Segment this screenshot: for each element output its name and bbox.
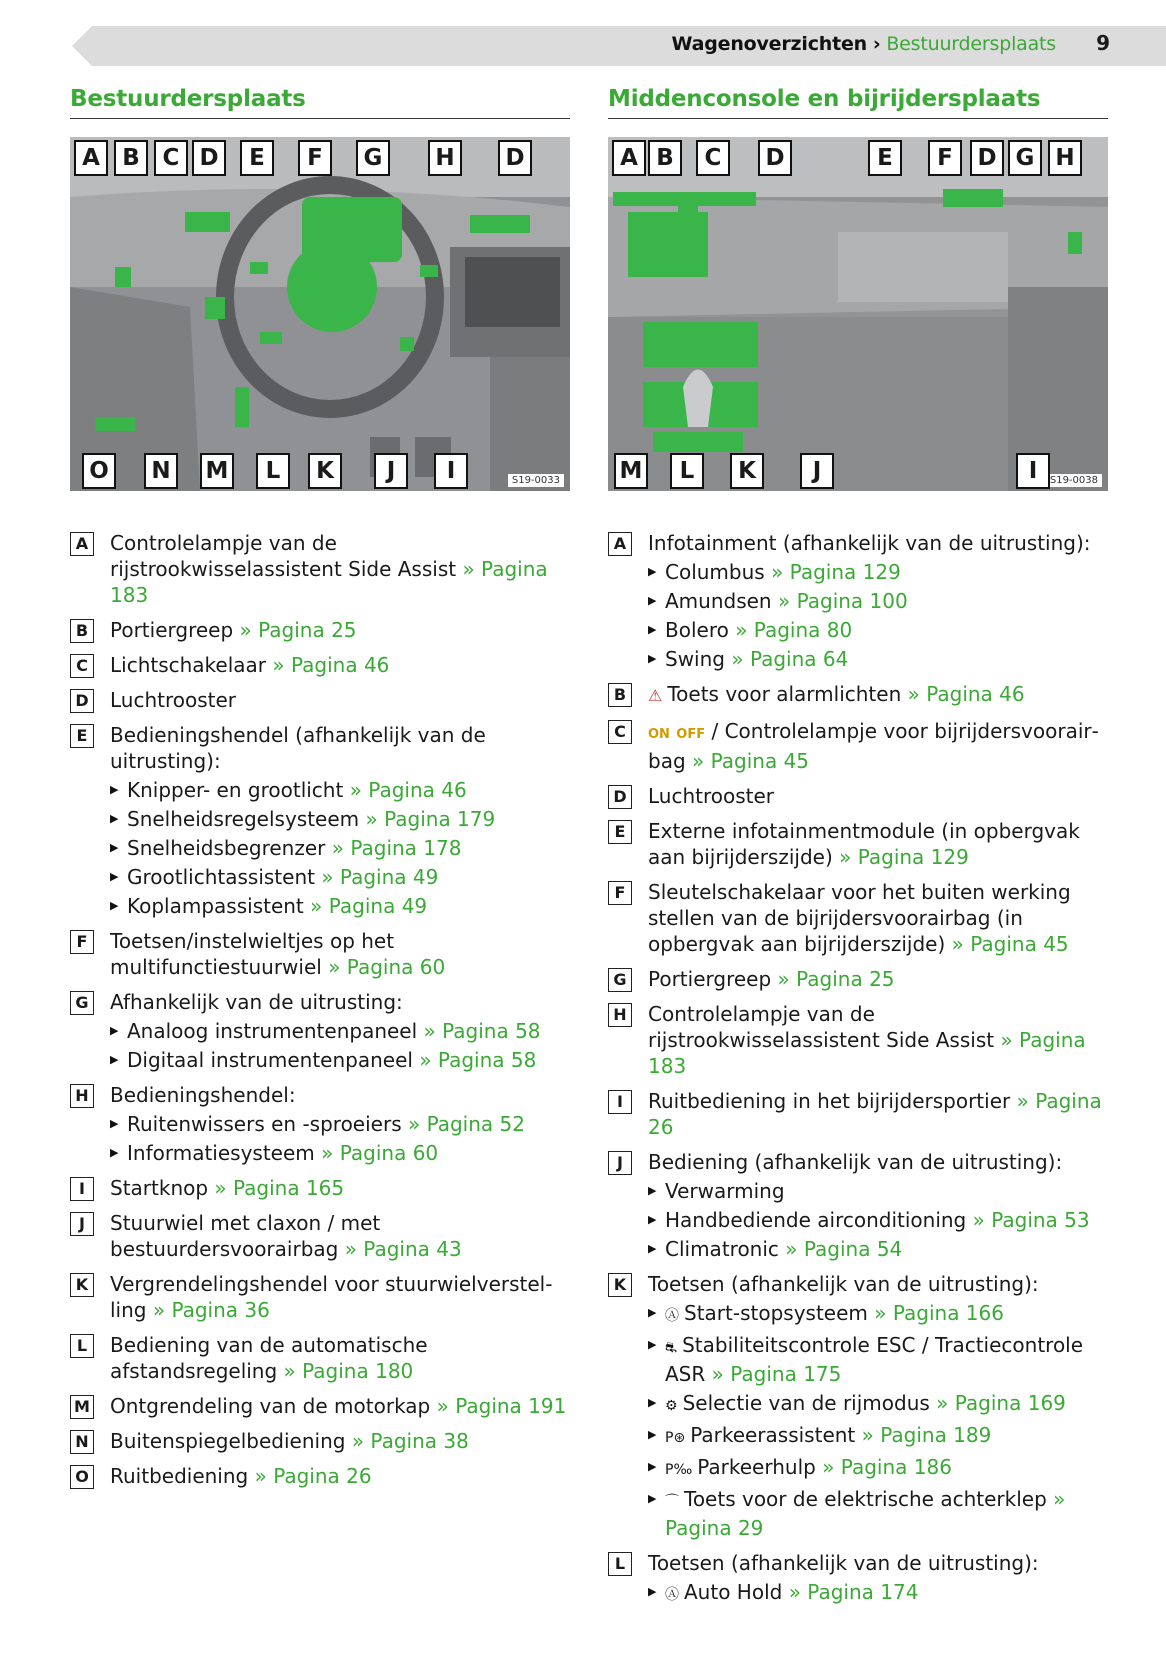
legend-sub-item-label: Ruitenwissers en -sproeiers [127,1112,402,1136]
legend-item [70,1428,570,1454]
legend-letter-badge: L [70,1334,94,1358]
page-reference-link[interactable]: » Pagina 46 [272,653,390,677]
legend-sub-item [648,1579,1108,1608]
legend-letter-badge: O [70,1465,94,1489]
legend-item-text [648,1271,1108,1297]
figure-callout-top: C [154,140,188,176]
legend-sub-item [648,559,1108,585]
legend-item [608,966,1108,992]
page-reference-link[interactable]: » Pagina 166 [874,1301,1004,1325]
legend-letter-badge: G [70,991,94,1015]
feature-icon: ⛐ [665,1340,678,1356]
legend-letter-badge: I [70,1177,94,1201]
legend-item-text [110,1175,570,1201]
figure-callout-top: C [696,140,730,176]
legend-item-label: Bedieningshendel (afhankelijk van de uitrusting): [110,723,486,773]
legend-sub-item [110,1140,570,1166]
legend-sub-item [648,1332,1108,1387]
right-column-title: Middenconsole en bijrijdersplaats [608,86,1108,119]
page-reference-link[interactable]: » Pagina 100 [777,589,908,613]
driver-cockpit-legend [70,530,570,1498]
legend-item-text [110,989,570,1015]
center-console-illustration [608,137,1108,491]
figure-callout-bottom: O [82,453,116,489]
legend-sub-item-label: Bolero [665,618,729,642]
figure-callout-bottom: K [308,453,342,489]
legend-item-label: Vergrendelingshendel voor stuurwielverstelling [110,1272,553,1322]
legend-letter-badge: L [608,1552,632,1576]
breadcrumb [672,33,1056,55]
legend-item [70,1175,570,1201]
page-reference-link[interactable]: » Pagina 49 [310,894,428,918]
figure-callout-top: E [868,140,902,176]
figure-callout-bottom: I [1016,453,1050,489]
legend-item-label: Toetsen (afhankelijk van de uitrusting): [648,1272,1039,1296]
center-console-legend [608,530,1108,1617]
page-reference-link[interactable]: » Pagina 174 [788,1580,919,1604]
legend-item-label: Toetsen/instelwieltjes op het multifunctiestuurwiel [110,929,395,979]
legend-item [70,1271,570,1323]
legend-item [608,879,1108,957]
legend-item-text [110,1082,570,1108]
legend-item-text [648,818,1108,870]
legend-sub-item-label: Grootlichtassistent [127,865,315,889]
figure-callout-top: D [970,140,1004,176]
legend-item-text [110,530,570,608]
legend-sub-item [110,777,570,803]
legend-sub-item-label: Selectie van de rijmodus [682,1391,930,1415]
page-reference-link[interactable]: » Pagina 129 [839,845,969,869]
figure-callout-top: G [1008,140,1042,176]
legend-item-label: Bedieningshendel: [110,1083,296,1107]
legend-sub-item [110,1111,570,1137]
page-number: 9 [1096,31,1110,55]
legend-item-text [110,617,570,643]
figure-code: S19-0038 [1046,474,1102,487]
legend-letter-badge: K [70,1273,94,1297]
legend-sub-item-label: Koplampassistent [127,894,304,918]
figure-callout-top: F [298,140,332,176]
legend-item-text [110,1210,570,1262]
feature-icon: P‰ [665,1462,693,1478]
legend-sub-item [648,1178,1108,1204]
figure-callout-bottom: M [614,453,648,489]
breadcrumb-subsection: Bestuurdersplaats [886,33,1056,55]
legend-item [70,722,570,919]
legend-sub-item [648,588,1108,614]
legend-item [70,687,570,713]
feature-icon: ⌒ [665,1494,679,1510]
page-reference-link[interactable]: » Pagina 45 [692,749,810,773]
legend-letter-badge: N [70,1430,94,1454]
figure-callout-top: F [928,140,962,176]
figure-callout-top: D [192,140,226,176]
legend-item [608,1550,1108,1608]
legend-sub-item-label: Auto Hold [684,1580,783,1604]
legend-sub-item [110,1047,570,1073]
figure-callout-bottom: L [256,453,290,489]
legend-item [70,1210,570,1262]
legend-item-label: Bediening van de automatische afstandsregeling [110,1333,428,1383]
legend-letter-badge: D [70,689,94,713]
figure-callout-bottom: M [200,453,234,489]
legend-sub-item [648,617,1108,643]
legend-item [70,530,570,608]
legend-item-text [648,879,1108,957]
figure-code: S19-0033 [508,474,564,487]
legend-item-text [648,1149,1108,1175]
legend-sub-item-label: Start-stopsysteem [684,1301,868,1325]
legend-letter-badge: C [70,654,94,678]
legend-letter-badge: A [70,532,94,556]
figure-callout-bottom: J [800,453,834,489]
legend-sub-item-label: Snelheidsbegrenzer [127,836,326,860]
legend-sub-item-label: Handbediende airconditioning [665,1208,967,1232]
page-reference-link[interactable]: » Pagina 175 [711,1362,842,1386]
legend-sub-item-label: Snelheidsregelsysteem [127,807,360,831]
driver-cockpit-illustration [70,137,570,491]
page-reference-link[interactable]: » Pagina 25 [777,967,895,991]
page-reference-link[interactable]: » Pagina 38 [351,1429,469,1453]
legend-item-text [648,681,1108,709]
page-reference-link[interactable]: » Pagina 54 [785,1237,903,1261]
legend-item [70,989,570,1073]
legend-sub-item [110,1018,570,1044]
legend-sub-item [110,835,570,861]
page-reference-link[interactable]: » Pagina 26 [648,1089,1102,1139]
legend-item-text [110,1393,570,1419]
legend-item [608,818,1108,870]
legend-item [608,530,1108,672]
figure-callout-top: G [356,140,390,176]
legend-item-label: Luchtrooster [648,784,775,808]
legend-sub-item [648,1486,1108,1541]
feature-icon: Ⓐ [665,1308,679,1324]
legend-letter-badge: H [608,1003,632,1027]
legend-item-label: Sleutelschakelaar voor het buiten werking stellen van de bijrijdersvoorairbag (in opbergvak aan bijrijderszijde) [648,880,1071,956]
figure-callout-top: B [648,140,682,176]
legend-item-text [648,1088,1108,1140]
page-reference-link[interactable]: » Pagina 186 [822,1455,952,1479]
legend-item [608,681,1108,709]
page-reference-link[interactable]: » Pagina 46 [907,682,1025,706]
legend-item [608,1271,1108,1541]
page-reference-link[interactable]: » Pagina 129 [771,560,901,584]
legend-sub-item [648,1300,1108,1329]
legend-letter-badge: J [70,1212,94,1236]
legend-item [70,652,570,678]
legend-item [70,1332,570,1384]
legend-sub-item [110,864,570,890]
legend-item [608,718,1108,774]
legend-letter-badge: I [608,1090,632,1114]
figure-callout-bottom: I [434,453,468,489]
legend-item-label: Luchtrooster [110,688,237,712]
figure-callout-top: H [428,140,462,176]
page-reference-link[interactable]: » Pagina 58 [423,1019,541,1043]
legend-sub-item-label: Parkeerassistent [690,1423,856,1447]
figure-callout-top: D [498,140,532,176]
driver-cockpit-figure [70,137,570,491]
legend-letter-badge: M [70,1395,94,1419]
legend-letter-badge: E [608,820,632,844]
legend-item-label: Controlelampje van de rijstrookwisselassistent Side Assist [110,531,457,581]
legend-sub-item-label: Knipper- en grootlicht [127,778,344,802]
legend-item-label: Externe infotainmentmodule (in opbergvak aan bijrijderszijde) [648,819,1080,869]
legend-item-label: Ruitbediening in het bijrijdersportier [648,1089,1011,1113]
legend-item-label: Stuurwiel met claxon / met bestuurdersvoorairbag [110,1211,381,1261]
legend-item-text [648,1001,1108,1079]
legend-sub-item-label: Parkeerhulp [697,1455,816,1479]
page-reference-link[interactable]: » Pagina 29 [665,1487,1066,1540]
feature-icon: ⚙ [665,1398,678,1414]
legend-letter-badge: J [608,1151,632,1175]
legend-item-label: Lichtschakelaar [110,653,267,677]
legend-sub-item-label: Digitaal instrumentenpaneel [127,1048,413,1072]
legend-item-text [110,652,570,678]
page-reference-link[interactable]: » Pagina 179 [365,807,496,831]
legend-item [608,1088,1108,1140]
figure-callout-bottom: J [374,453,408,489]
legend-letter-badge: H [70,1084,94,1108]
legend-sub-item [110,806,570,832]
legend-letter-badge: C [608,720,632,744]
page-reference-link[interactable]: » Pagina 60 [328,955,446,979]
legend-item-label: Buitenspiegelbediening [110,1429,346,1453]
page-reference-link[interactable]: » Pagina 46 [349,778,467,802]
figure-callout-top: B [114,140,148,176]
legend-item [608,1001,1108,1079]
page-reference-link[interactable]: » Pagina 36 [152,1298,270,1322]
legend-sub-item-label: Toets voor de elektrische achterklep [684,1487,1047,1511]
page-reference-link[interactable]: » Pagina 64 [731,647,849,671]
legend-sub-item [110,893,570,919]
legend-letter-badge: B [608,683,632,707]
legend-letter-badge: A [608,532,632,556]
legend-item [70,1463,570,1489]
page-reference-link[interactable]: » Pagina 25 [239,618,357,642]
legend-item-label: Afhankelijk van de uitrusting: [110,990,403,1014]
legend-item-label: / Controlelampje voor bijrijdersvoorairbag [648,719,1099,773]
legend-item-label: Ontgrendeling van de motorkap [110,1394,431,1418]
feature-icon: P⊛ [665,1430,686,1446]
figure-callout-top: H [1048,140,1082,176]
figure-callout-top: E [240,140,274,176]
legend-sub-item-label: Stabiliteitscontrole ESC / Tractiecontrole ASR [665,1333,1084,1386]
feature-icon: Ⓐ [665,1587,679,1603]
figure-callout-bottom: K [730,453,764,489]
hazard-warning-icon: ⚠ [648,686,663,705]
airbag-on-indicator: ON [648,727,670,742]
legend-item-text [648,783,1108,809]
legend-item [70,928,570,980]
page-reference-link[interactable]: » Pagina 45 [951,932,1069,956]
page-reference-link[interactable]: » Pagina 43 [344,1237,462,1261]
legend-item-text [110,687,570,713]
legend-item-text [648,530,1108,556]
legend-sub-item-label: Climatronic [665,1237,779,1261]
legend-item-label: Ruitbediening [110,1464,249,1488]
legend-sub-item [648,1207,1108,1233]
legend-letter-badge: F [608,881,632,905]
legend-item-label: Infotainment (afhankelijk van de uitrusting): [648,531,1091,555]
legend-item-label: Toetsen (afhankelijk van de uitrusting): [648,1551,1039,1575]
legend-item [608,783,1108,809]
legend-item-label: Portiergreep [648,967,772,991]
page-reference-link[interactable]: » Pagina 183 [648,1028,1086,1078]
figure-callout-bottom: N [144,453,178,489]
page-reference-link[interactable]: » Pagina 178 [331,836,462,860]
figure-callout-top: D [758,140,792,176]
figure-callout-top: A [612,140,646,176]
page-reference-link[interactable]: » Pagina 49 [321,865,439,889]
legend-sub-item-label: Columbus [665,560,765,584]
legend-item-text [110,1332,570,1384]
legend-sub-item-label: Verwarming [665,1179,785,1203]
figure-callout-top: A [74,140,108,176]
legend-sub-item-label: Analoog instrumentenpaneel [127,1019,418,1043]
page-reference-link[interactable]: » Pagina 165 [214,1176,345,1200]
legend-letter-badge: F [70,930,94,954]
breadcrumb-section: Wagenoverzichten [671,33,867,55]
legend-item-text [110,1428,570,1454]
legend-item-label: Portiergreep [110,618,234,642]
legend-item-text [648,1550,1108,1576]
page-reference-link[interactable]: » Pagina 52 [407,1112,525,1136]
legend-sub-item [648,1390,1108,1419]
legend-item-label: Controlelampje van de rijstrookwisselassistent Side Assist [648,1002,995,1052]
page-reference-link[interactable]: » Pagina 60 [321,1141,439,1165]
legend-item-text [110,1463,570,1489]
legend-letter-badge: K [608,1273,632,1297]
page-reference-link[interactable]: » Pagina 169 [936,1391,1066,1415]
legend-item [70,1082,570,1166]
breadcrumb-separator: › [872,33,881,55]
legend-letter-badge: G [608,968,632,992]
legend-sub-item [648,1236,1108,1262]
legend-item-label: Toets voor alarmlichten [667,682,902,706]
legend-sub-item-label: Swing [665,647,725,671]
legend-sub-item [648,1454,1108,1483]
airbag-off-indicator: OFF [676,727,706,742]
page-reference-link[interactable]: » Pagina 26 [254,1464,372,1488]
legend-item-label: Bediening (afhankelijk van de uitrusting): [648,1150,1063,1174]
legend-sub-item-label: Informatiesysteem [127,1141,315,1165]
legend-item [70,617,570,643]
legend-letter-badge: D [608,785,632,809]
page-reference-link[interactable]: » Pagina 183 [110,557,548,607]
left-column-title: Bestuurdersplaats [70,86,570,119]
legend-letter-badge: B [70,619,94,643]
legend-item [608,1149,1108,1262]
legend-item-text [110,1271,570,1323]
legend-item-label: Startknop [110,1176,209,1200]
figure-callout-bottom: L [670,453,704,489]
page-reference-link[interactable]: » Pagina 189 [861,1423,992,1447]
legend-item [70,1393,570,1419]
legend-sub-item [648,1422,1108,1451]
page-reference-link[interactable]: » Pagina 53 [972,1208,1090,1232]
legend-item-text [110,928,570,980]
page-reference-link[interactable]: » Pagina 180 [283,1359,414,1383]
legend-letter-badge: E [70,724,94,748]
legend-item-text [648,718,1108,774]
page-reference-link[interactable]: » Pagina 191 [436,1394,567,1418]
center-console-figure [608,137,1108,491]
legend-item-text [110,722,570,774]
legend-sub-item [648,646,1108,672]
page-reference-link[interactable]: » Pagina 58 [419,1048,537,1072]
legend-sub-item-label: Amundsen [665,589,772,613]
page-reference-link[interactable]: » Pagina 80 [735,618,853,642]
legend-item-text [648,966,1108,992]
